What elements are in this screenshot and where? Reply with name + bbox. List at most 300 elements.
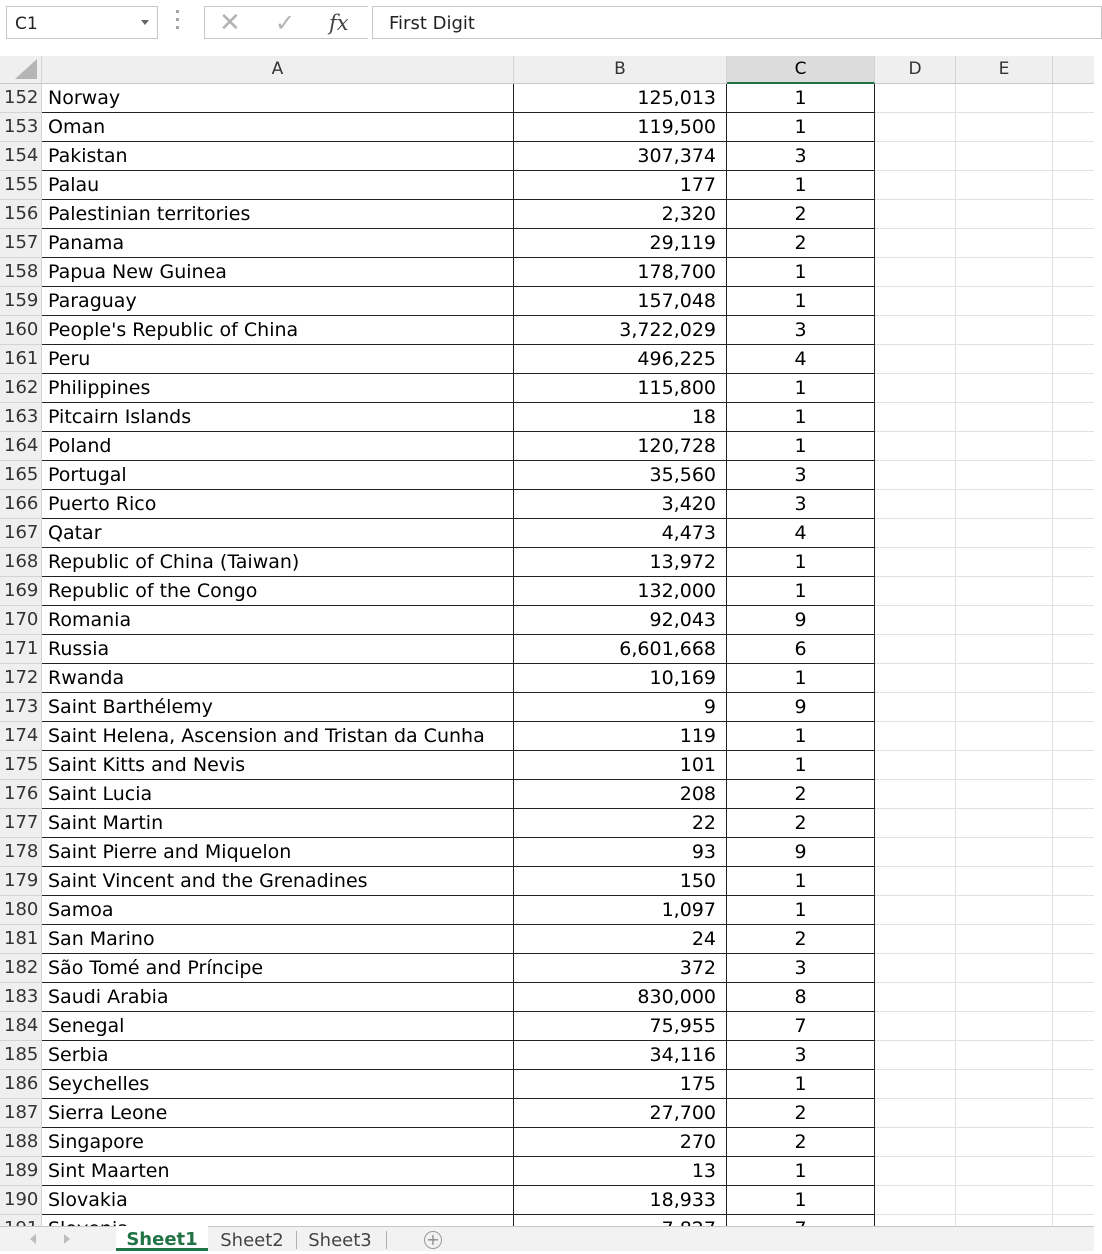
cell-d[interactable]	[875, 1128, 956, 1157]
cell-b[interactable]: 119,500	[514, 113, 727, 142]
table-row	[0, 896, 1094, 925]
cell-e[interactable]	[956, 1099, 1053, 1128]
cell-c[interactable]: 1	[727, 374, 875, 403]
cell-e[interactable]	[956, 316, 1053, 345]
cell-f[interactable]	[1053, 84, 1094, 113]
cell-c[interactable]: 1	[727, 171, 875, 200]
cell-c[interactable]: 2	[727, 229, 875, 258]
cell-c[interactable]: 4	[727, 345, 875, 374]
cell-d[interactable]	[875, 693, 956, 722]
cell-a[interactable]: Seychelles	[42, 1070, 514, 1099]
cell-a[interactable]: Philippines	[42, 374, 514, 403]
cell-b[interactable]: 175	[514, 1070, 727, 1099]
cell-a[interactable]: Peru	[42, 345, 514, 374]
cell-b[interactable]: 120,728	[514, 432, 727, 461]
cell-a[interactable]: São Tomé and Príncipe	[42, 954, 514, 983]
cell-d[interactable]	[875, 838, 956, 867]
cell-d[interactable]	[875, 374, 956, 403]
row-header[interactable]: 185	[0, 1041, 42, 1070]
cell-c[interactable]: 2	[727, 1099, 875, 1128]
table-row	[0, 229, 1094, 258]
cell-e[interactable]	[956, 200, 1053, 229]
cell-c[interactable]: 1	[727, 287, 875, 316]
cell-d[interactable]	[875, 606, 956, 635]
cell-e[interactable]	[956, 577, 1053, 606]
cell-f[interactable]	[1053, 142, 1094, 171]
row-header[interactable]: 161	[0, 345, 42, 374]
cell-d[interactable]	[875, 751, 956, 780]
cell-b[interactable]: 150	[514, 867, 727, 896]
row-header[interactable]: 155	[0, 171, 42, 200]
cell-b[interactable]: 9	[514, 693, 727, 722]
cell-c[interactable]: 2	[727, 925, 875, 954]
row-header[interactable]: 186	[0, 1070, 42, 1099]
name-box[interactable]	[6, 6, 158, 39]
cell-f[interactable]	[1053, 113, 1094, 142]
cell-f[interactable]	[1053, 1099, 1094, 1128]
cell-e[interactable]	[956, 345, 1053, 374]
cell-e[interactable]	[956, 1041, 1053, 1070]
cell-b[interactable]: 1,097	[514, 896, 727, 925]
cell-b[interactable]: 115,800	[514, 374, 727, 403]
cell-b[interactable]: 92,043	[514, 606, 727, 635]
cell-e[interactable]	[956, 635, 1053, 664]
cell-c[interactable]: 1	[727, 548, 875, 577]
cell-c[interactable]: 1	[727, 113, 875, 142]
cell-e[interactable]	[956, 983, 1053, 1012]
cell-a[interactable]: Republic of China (Taiwan)	[42, 548, 514, 577]
row-header[interactable]: 178	[0, 838, 42, 867]
cell-f[interactable]	[1053, 983, 1094, 1012]
cell-b[interactable]: 125,013	[514, 84, 727, 113]
cell-f[interactable]	[1053, 867, 1094, 896]
cell-d[interactable]	[875, 867, 956, 896]
cell-c[interactable]: 1	[727, 896, 875, 925]
cell-e[interactable]	[956, 84, 1053, 113]
cell-e[interactable]	[956, 780, 1053, 809]
cell-f[interactable]	[1053, 954, 1094, 983]
cell-b[interactable]: 18	[514, 403, 727, 432]
cell-d[interactable]	[875, 316, 956, 345]
row-header[interactable]: 169	[0, 577, 42, 606]
column-header-f[interactable]	[1053, 56, 1094, 84]
cell-a[interactable]: Palestinian territories	[42, 200, 514, 229]
cell-c[interactable]: 1	[727, 403, 875, 432]
cell-d[interactable]	[875, 1041, 956, 1070]
cell-c[interactable]: 1	[727, 258, 875, 287]
sheet-tab-sheet3[interactable]: Sheet3	[308, 1230, 372, 1251]
scroll-tabs-left-icon[interactable]	[30, 1234, 36, 1244]
cell-b[interactable]: 177	[514, 171, 727, 200]
cell-b[interactable]: 93	[514, 838, 727, 867]
row-header[interactable]: 175	[0, 751, 42, 780]
cell-a[interactable]: Portugal	[42, 461, 514, 490]
row-header[interactable]: 173	[0, 693, 42, 722]
cell-f[interactable]	[1053, 432, 1094, 461]
cell-d[interactable]	[875, 461, 956, 490]
cell-a[interactable]: San Marino	[42, 925, 514, 954]
cell-f[interactable]	[1053, 258, 1094, 287]
cell-c[interactable]: 3	[727, 1041, 875, 1070]
insert-function-icon[interactable]: fx	[329, 11, 349, 35]
cell-e[interactable]	[956, 1012, 1053, 1041]
cell-f[interactable]	[1053, 1157, 1094, 1186]
cell-f[interactable]	[1053, 171, 1094, 200]
cell-e[interactable]	[956, 374, 1053, 403]
cell-d[interactable]	[875, 1070, 956, 1099]
cell-a[interactable]: Sierra Leone	[42, 1099, 514, 1128]
cell-b[interactable]: 27,700	[514, 1099, 727, 1128]
row-header[interactable]: 159	[0, 287, 42, 316]
cell-f[interactable]	[1053, 664, 1094, 693]
cell-e[interactable]	[956, 490, 1053, 519]
cell-c[interactable]: 3	[727, 490, 875, 519]
row-header[interactable]: 181	[0, 925, 42, 954]
row-header[interactable]: 160	[0, 316, 42, 345]
cell-a[interactable]: Republic of the Congo	[42, 577, 514, 606]
row-header[interactable]: 187	[0, 1099, 42, 1128]
cell-f[interactable]	[1053, 287, 1094, 316]
cancel-icon[interactable]: ✕	[219, 8, 241, 38]
cell-e[interactable]	[956, 432, 1053, 461]
cell-e[interactable]	[956, 1128, 1053, 1157]
cell-f[interactable]	[1053, 1041, 1094, 1070]
cell-d[interactable]	[875, 780, 956, 809]
cell-c[interactable]: 7	[727, 1012, 875, 1041]
cell-b[interactable]: 13,972	[514, 548, 727, 577]
column-header-a[interactable]: A	[42, 56, 514, 84]
cell-b[interactable]: 3,722,029	[514, 316, 727, 345]
cell-e[interactable]	[956, 809, 1053, 838]
cell-c[interactable]: 1	[727, 1157, 875, 1186]
cell-f[interactable]	[1053, 1186, 1094, 1215]
cell-f[interactable]	[1053, 751, 1094, 780]
column-header-e[interactable]: E	[956, 56, 1053, 84]
formula-input[interactable]	[372, 6, 1102, 39]
cell-e[interactable]	[956, 693, 1053, 722]
cell-e[interactable]	[956, 461, 1053, 490]
cell-b[interactable]: 101	[514, 751, 727, 780]
cell-b[interactable]: 157,048	[514, 287, 727, 316]
add-sheet-button[interactable]: +	[424, 1231, 442, 1249]
cell-b[interactable]: 75,955	[514, 1012, 727, 1041]
cell-f[interactable]	[1053, 1070, 1094, 1099]
cell-e[interactable]	[956, 925, 1053, 954]
cell-a[interactable]: Pakistan	[42, 142, 514, 171]
cell-a[interactable]: Palau	[42, 171, 514, 200]
cell-c[interactable]: 1	[727, 84, 875, 113]
cell-d[interactable]	[875, 113, 956, 142]
cell-c[interactable]: 1	[727, 751, 875, 780]
cell-a[interactable]: Saint Kitts and Nevis	[42, 751, 514, 780]
cell-c[interactable]: 2	[727, 780, 875, 809]
cell-d[interactable]	[875, 548, 956, 577]
scroll-tabs-right-icon[interactable]	[64, 1234, 70, 1244]
cell-f[interactable]	[1053, 316, 1094, 345]
row-header[interactable]: 156	[0, 200, 42, 229]
cell-e[interactable]	[956, 229, 1053, 258]
cell-f[interactable]	[1053, 838, 1094, 867]
cell-f[interactable]	[1053, 693, 1094, 722]
cell-d[interactable]	[875, 345, 956, 374]
cell-c[interactable]: 2	[727, 809, 875, 838]
row-header[interactable]: 166	[0, 490, 42, 519]
cell-a[interactable]: Russia	[42, 635, 514, 664]
cell-f[interactable]	[1053, 606, 1094, 635]
cell-a[interactable]: Norway	[42, 84, 514, 113]
cell-f[interactable]	[1053, 1012, 1094, 1041]
cell-d[interactable]	[875, 896, 956, 925]
cell-a[interactable]: Papua New Guinea	[42, 258, 514, 287]
cell-c[interactable]: 1	[727, 1186, 875, 1215]
table-row	[0, 954, 1094, 983]
cell-a[interactable]: Saint Pierre and Miquelon	[42, 838, 514, 867]
row-header[interactable]: 190	[0, 1186, 42, 1215]
cell-d[interactable]	[875, 1157, 956, 1186]
cell-d[interactable]	[875, 1012, 956, 1041]
row-header[interactable]: 176	[0, 780, 42, 809]
cell-e[interactable]	[956, 142, 1053, 171]
cell-e[interactable]	[956, 113, 1053, 142]
cell-a[interactable]: Sint Maarten	[42, 1157, 514, 1186]
drag-handle-icon[interactable]	[176, 10, 180, 32]
cell-c[interactable]: 4	[727, 519, 875, 548]
cell-b[interactable]: 496,225	[514, 345, 727, 374]
cell-e[interactable]	[956, 519, 1053, 548]
cell-e[interactable]	[956, 954, 1053, 983]
cell-a[interactable]: Slovakia	[42, 1186, 514, 1215]
row-header[interactable]: 164	[0, 432, 42, 461]
cell-a[interactable]: Saint Vincent and the Grenadines	[42, 867, 514, 896]
cell-d[interactable]	[875, 287, 956, 316]
cell-b[interactable]: 178,700	[514, 258, 727, 287]
cell-b[interactable]: 6,601,668	[514, 635, 727, 664]
cell-e[interactable]	[956, 606, 1053, 635]
cell-d[interactable]	[875, 258, 956, 287]
cell-d[interactable]	[875, 722, 956, 751]
cell-e[interactable]	[956, 896, 1053, 925]
cell-d[interactable]	[875, 1099, 956, 1128]
cell-b[interactable]: 35,560	[514, 461, 727, 490]
cell-d[interactable]	[875, 954, 956, 983]
row-header[interactable]: 152	[0, 84, 42, 113]
cell-a[interactable]: Paraguay	[42, 287, 514, 316]
row-header[interactable]: 163	[0, 403, 42, 432]
enter-icon[interactable]: ✓	[275, 9, 296, 37]
row-header[interactable]: 154	[0, 142, 42, 171]
row-header[interactable]: 188	[0, 1128, 42, 1157]
cell-d[interactable]	[875, 519, 956, 548]
cell-f[interactable]	[1053, 896, 1094, 925]
chevron-down-icon[interactable]	[141, 20, 149, 25]
row-header[interactable]: 171	[0, 635, 42, 664]
row-header[interactable]: 165	[0, 461, 42, 490]
cell-a[interactable]: Saint Helena, Ascension and Tristan da Cunha	[42, 722, 514, 751]
cell-a[interactable]: Puerto Rico	[42, 490, 514, 519]
cell-e[interactable]	[956, 664, 1053, 693]
cell-c[interactable]: 2	[727, 200, 875, 229]
cell-c[interactable]: 1	[727, 1070, 875, 1099]
cell-b[interactable]: 18,933	[514, 1186, 727, 1215]
cell-d[interactable]	[875, 664, 956, 693]
column-header-d[interactable]: D	[875, 56, 956, 84]
cell-f[interactable]	[1053, 229, 1094, 258]
table-row	[0, 519, 1094, 548]
cell-c[interactable]: 3	[727, 954, 875, 983]
cell-a[interactable]: Saint Martin	[42, 809, 514, 838]
row-header[interactable]: 183	[0, 983, 42, 1012]
cell-a[interactable]: People's Republic of China	[42, 316, 514, 345]
cell-a[interactable]: Saudi Arabia	[42, 983, 514, 1012]
cell-d[interactable]	[875, 84, 956, 113]
cell-f[interactable]	[1053, 548, 1094, 577]
cell-c[interactable]: 9	[727, 838, 875, 867]
sheet-tab-sheet2[interactable]: Sheet2	[220, 1230, 284, 1251]
cell-f[interactable]	[1053, 461, 1094, 490]
row-header[interactable]: 172	[0, 664, 42, 693]
cell-b[interactable]: 3,420	[514, 490, 727, 519]
cell-f[interactable]	[1053, 577, 1094, 606]
cell-a[interactable]: Poland	[42, 432, 514, 461]
cell-b[interactable]: 24	[514, 925, 727, 954]
cell-b[interactable]: 4,473	[514, 519, 727, 548]
cell-e[interactable]	[956, 1157, 1053, 1186]
cell-f[interactable]	[1053, 722, 1094, 751]
select-all-button[interactable]	[0, 56, 42, 84]
cell-e[interactable]	[956, 403, 1053, 432]
cell-a[interactable]: Saint Lucia	[42, 780, 514, 809]
cell-f[interactable]	[1053, 925, 1094, 954]
row-header[interactable]: 162	[0, 374, 42, 403]
cell-c[interactable]: 1	[727, 664, 875, 693]
cell-f[interactable]	[1053, 374, 1094, 403]
cell-b[interactable]: 307,374	[514, 142, 727, 171]
cell-f[interactable]	[1053, 519, 1094, 548]
cell-c[interactable]: 6	[727, 635, 875, 664]
cell-d[interactable]	[875, 809, 956, 838]
cell-c[interactable]: 2	[727, 1128, 875, 1157]
column-header-b[interactable]: B	[514, 56, 727, 84]
cell-c[interactable]: 3	[727, 142, 875, 171]
sheet-tab-sheet1[interactable]: Sheet1	[116, 1226, 208, 1251]
cell-f[interactable]	[1053, 1128, 1094, 1157]
cell-f[interactable]	[1053, 345, 1094, 374]
cell-f[interactable]	[1053, 403, 1094, 432]
column-header-c[interactable]: C	[727, 56, 875, 84]
cell-b[interactable]: 2,320	[514, 200, 727, 229]
cell-b[interactable]: 270	[514, 1128, 727, 1157]
cell-e[interactable]	[956, 722, 1053, 751]
cell-c[interactable]: 3	[727, 461, 875, 490]
cell-c[interactable]: 1	[727, 722, 875, 751]
cell-d[interactable]	[875, 171, 956, 200]
cell-c[interactable]: 8	[727, 983, 875, 1012]
row-header[interactable]: 168	[0, 548, 42, 577]
row-header[interactable]: 180	[0, 896, 42, 925]
cell-a[interactable]: Oman	[42, 113, 514, 142]
cell-a[interactable]: Saint Barthélemy	[42, 693, 514, 722]
cell-e[interactable]	[956, 258, 1053, 287]
cell-a[interactable]: Rwanda	[42, 664, 514, 693]
cell-f[interactable]	[1053, 490, 1094, 519]
cell-d[interactable]	[875, 1186, 956, 1215]
row-header[interactable]: 182	[0, 954, 42, 983]
cell-c[interactable]: 1	[727, 432, 875, 461]
cell-c[interactable]: 1	[727, 867, 875, 896]
row-header[interactable]: 157	[0, 229, 42, 258]
cell-c[interactable]: 9	[727, 693, 875, 722]
table-row	[0, 1099, 1094, 1128]
cell-e[interactable]	[956, 1186, 1053, 1215]
cell-b[interactable]: 830,000	[514, 983, 727, 1012]
cell-a[interactable]: Romania	[42, 606, 514, 635]
cell-e[interactable]	[956, 751, 1053, 780]
cell-b[interactable]: 22	[514, 809, 727, 838]
cell-e[interactable]	[956, 838, 1053, 867]
cell-b[interactable]: 29,119	[514, 229, 727, 258]
cell-d[interactable]	[875, 403, 956, 432]
row-header[interactable]: 177	[0, 809, 42, 838]
cell-a[interactable]: Senegal	[42, 1012, 514, 1041]
cell-c[interactable]: 3	[727, 316, 875, 345]
cell-e[interactable]	[956, 287, 1053, 316]
cell-d[interactable]	[875, 200, 956, 229]
row-header[interactable]: 153	[0, 113, 42, 142]
cell-d[interactable]	[875, 925, 956, 954]
cell-d[interactable]	[875, 432, 956, 461]
table-row	[0, 809, 1094, 838]
row-header[interactable]: 174	[0, 722, 42, 751]
cell-b[interactable]: 208	[514, 780, 727, 809]
cell-d[interactable]	[875, 229, 956, 258]
cell-a[interactable]: Pitcairn Islands	[42, 403, 514, 432]
row-header[interactable]: 158	[0, 258, 42, 287]
row-header[interactable]: 179	[0, 867, 42, 896]
row-header[interactable]: 170	[0, 606, 42, 635]
cell-d[interactable]	[875, 577, 956, 606]
cell-a[interactable]: Qatar	[42, 519, 514, 548]
cell-a[interactable]: Serbia	[42, 1041, 514, 1070]
cell-f[interactable]	[1053, 635, 1094, 664]
cell-a[interactable]: Singapore	[42, 1128, 514, 1157]
cell-b[interactable]: 10,169	[514, 664, 727, 693]
cell-b[interactable]: 372	[514, 954, 727, 983]
cell-a[interactable]: Samoa	[42, 896, 514, 925]
cell-b[interactable]: 132,000	[514, 577, 727, 606]
cell-a[interactable]: Panama	[42, 229, 514, 258]
cell-d[interactable]	[875, 983, 956, 1012]
cell-e[interactable]	[956, 1070, 1053, 1099]
cell-e[interactable]	[956, 171, 1053, 200]
table-row	[0, 258, 1094, 287]
cell-b[interactable]: 13	[514, 1157, 727, 1186]
cell-b[interactable]: 119	[514, 722, 727, 751]
cell-f[interactable]	[1053, 780, 1094, 809]
cell-c[interactable]: 9	[727, 606, 875, 635]
cell-e[interactable]	[956, 548, 1053, 577]
row-header[interactable]: 167	[0, 519, 42, 548]
row-header[interactable]: 189	[0, 1157, 42, 1186]
cell-b[interactable]: 34,116	[514, 1041, 727, 1070]
cell-f[interactable]	[1053, 200, 1094, 229]
cell-d[interactable]	[875, 490, 956, 519]
cell-d[interactable]	[875, 635, 956, 664]
cell-e[interactable]	[956, 867, 1053, 896]
cell-f[interactable]	[1053, 809, 1094, 838]
cell-c[interactable]: 1	[727, 577, 875, 606]
row-header[interactable]: 184	[0, 1012, 42, 1041]
cell-d[interactable]	[875, 142, 956, 171]
